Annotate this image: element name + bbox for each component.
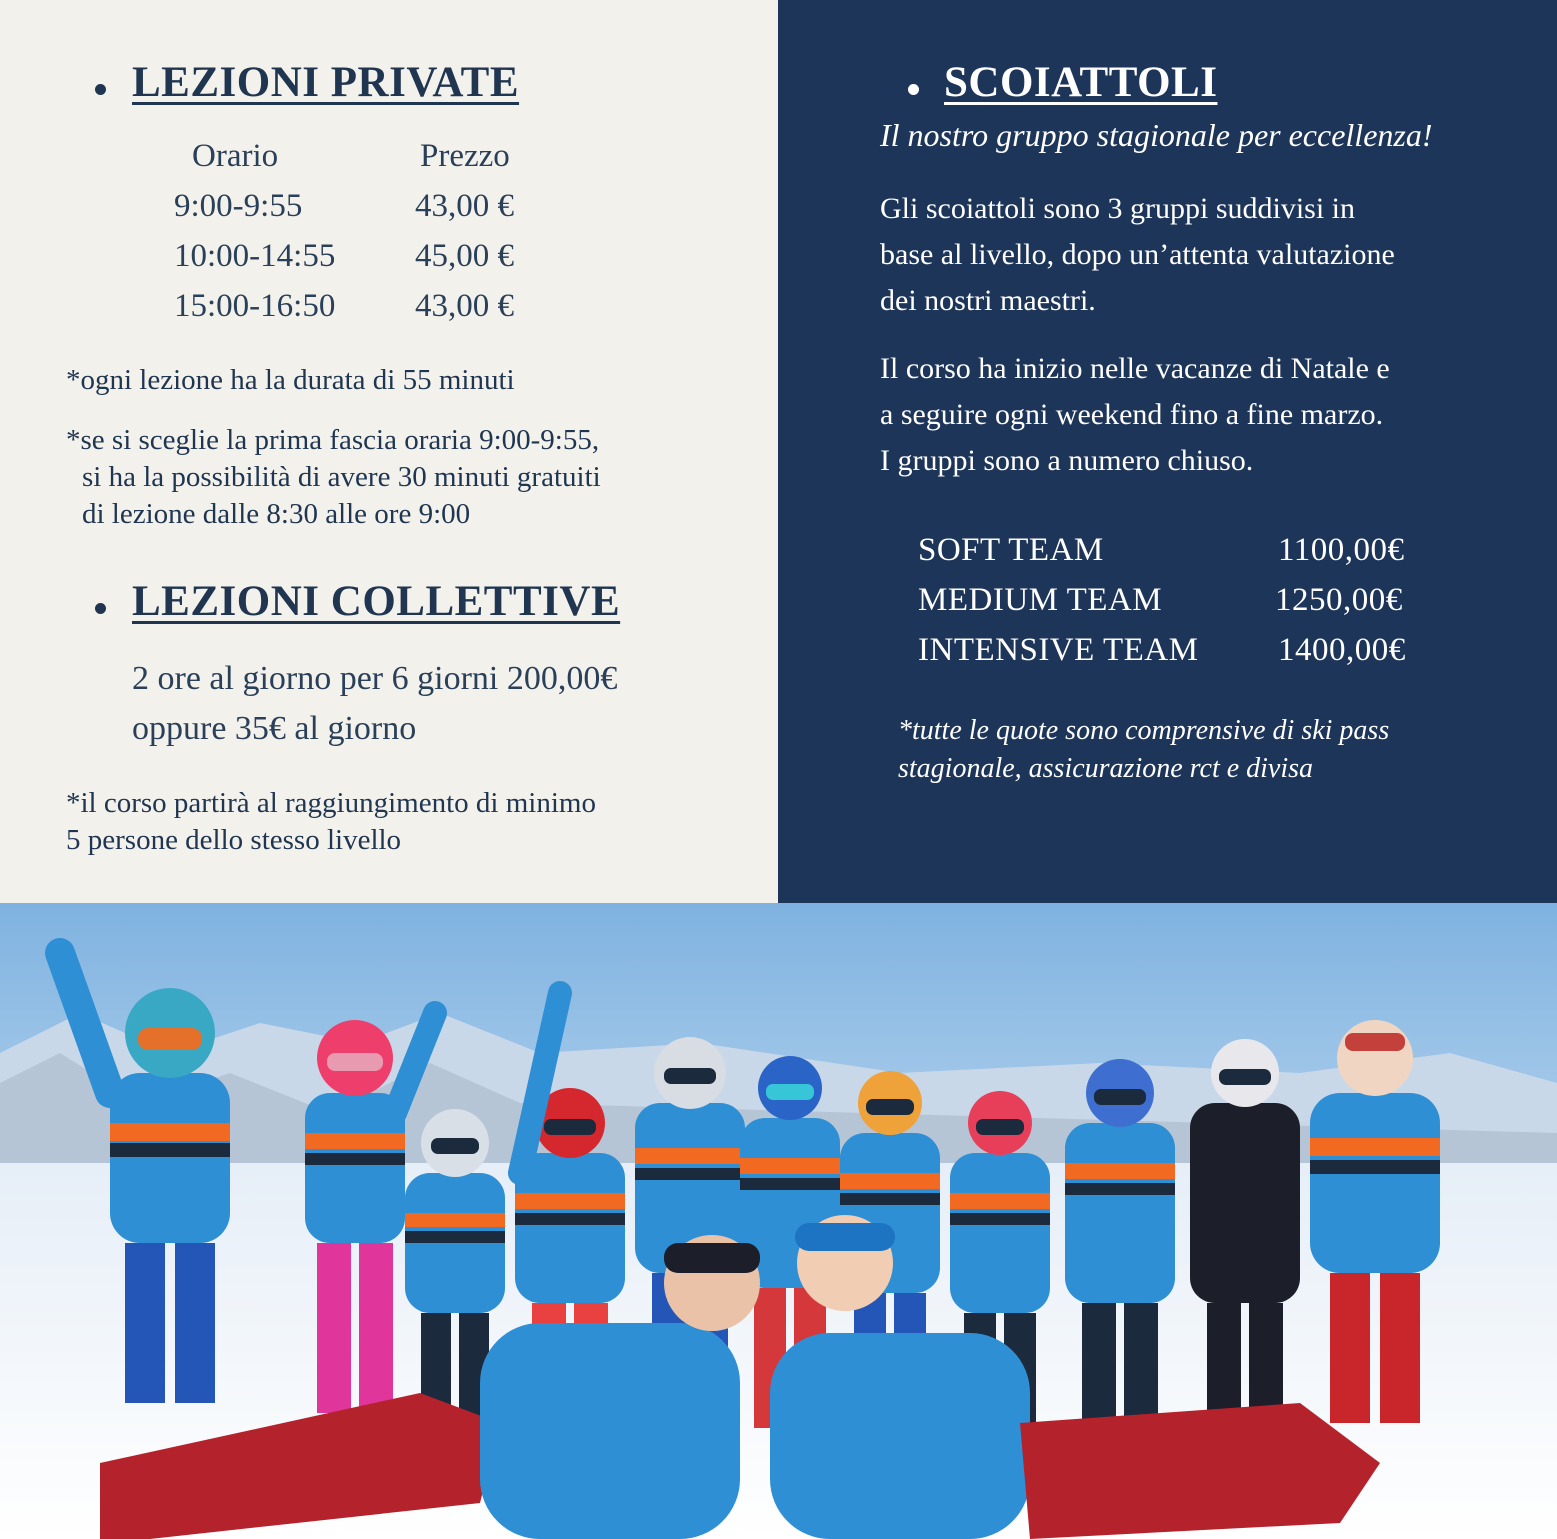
private-lessons-heading: LEZIONI PRIVATE (132, 59, 520, 106)
group-minimum-note-line1: *il corso partirà al raggiungimento di minimo (66, 787, 596, 819)
first-slot-note-line2: si ha la possibilità di avere 30 minuti gratuiti (82, 461, 601, 493)
description-line: I gruppi sono a numero chiuso. (880, 444, 1254, 477)
duration-note: *ogni lezione ha la durata di 55 minuti (66, 364, 515, 396)
col-price-header: Prezzo (420, 138, 510, 174)
group-lessons-price-line: 2 ore al giorno per 6 giorni 200,00€ (132, 660, 618, 697)
group-lessons-daily-line: oppure 35€ al giorno (132, 710, 417, 747)
team-name: INTENSIVE TEAM (918, 632, 1199, 668)
left-panel (0, 0, 778, 903)
bullet-icon (95, 603, 106, 614)
time-cell: 15:00-16:50 (174, 288, 336, 324)
bullet-icon (95, 84, 106, 95)
ski-group-photo-illustration (0, 903, 1557, 1539)
included-note-line1: *tutte le quote sono comprensive di ski pass (898, 715, 1390, 746)
price-cell: 43,00 € (415, 188, 514, 224)
price-cell: 45,00 € (415, 238, 514, 274)
first-slot-note-line3: di lezione dalle 8:30 alle ore 9:00 (82, 498, 471, 530)
description-line: dei nostri maestri. (880, 284, 1096, 317)
ski-group-photo (0, 903, 1557, 1539)
bullet-icon (908, 84, 919, 95)
scoiattoli-heading: SCOIATTOLI (944, 59, 1218, 106)
team-name: SOFT TEAM (918, 532, 1104, 568)
description-line: a seguire ogni weekend fino a fine marzo. (880, 398, 1384, 431)
description-line: Il corso ha inizio nelle vacanze di Natale e (880, 352, 1390, 385)
description-line: base al livello, dopo un’attenta valutazione (880, 238, 1395, 271)
description-line: Gli scoiattoli sono 3 gruppi suddivisi in (880, 192, 1356, 225)
price-cell: 43,00 € (415, 288, 514, 324)
time-cell: 9:00-9:55 (174, 188, 303, 224)
team-price: 1100,00€ (1278, 532, 1405, 568)
first-slot-note-line1: *se si sceglie la prima fascia oraria 9:00-9:55, (66, 424, 600, 456)
included-note-line2: stagionale, assicurazione rct e divisa (898, 753, 1314, 784)
team-price: 1400,00€ (1278, 632, 1406, 668)
group-lessons-heading: LEZIONI COLLETTIVE (132, 578, 621, 625)
time-cell: 10:00-14:55 (174, 238, 336, 274)
col-time-header: Orario (192, 138, 279, 174)
team-price: 1250,00€ (1275, 582, 1403, 618)
group-minimum-note-line2: 5 persone dello stesso livello (66, 824, 402, 856)
scoiattoli-subtitle: Il nostro gruppo stagionale per eccellenza! (880, 117, 1433, 153)
team-name: MEDIUM TEAM (918, 582, 1163, 618)
